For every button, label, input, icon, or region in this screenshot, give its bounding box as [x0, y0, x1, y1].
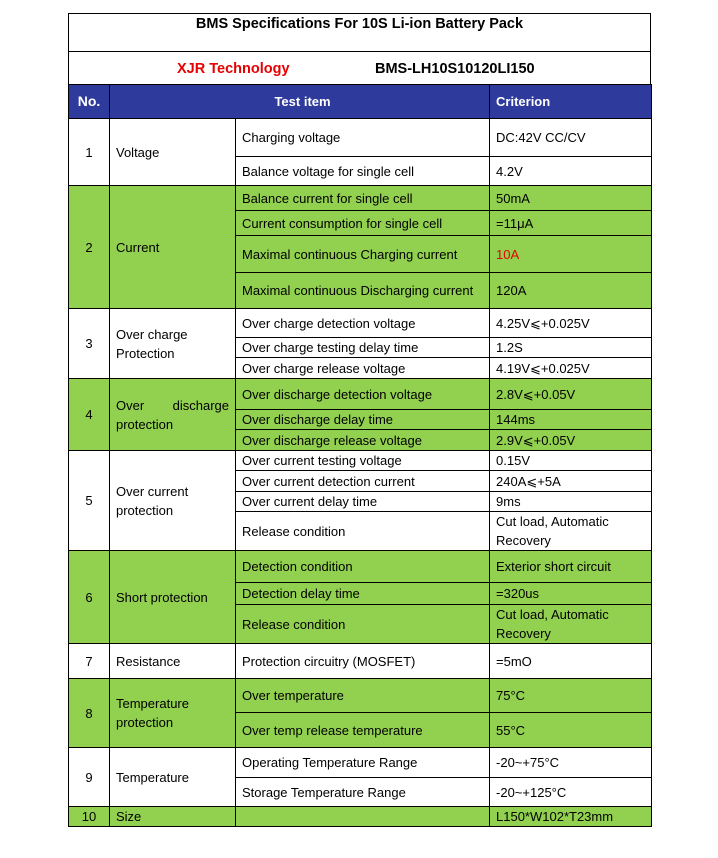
criterion-cell: 120A: [490, 273, 652, 309]
criterion-cell: 4.2V: [490, 157, 652, 186]
category-cell: Short protection: [110, 551, 236, 644]
criterion-cell: DC:42V CC/CV: [490, 119, 652, 157]
row-number: 3: [69, 309, 110, 379]
criterion-cell: 2.9V⩽+0.05V: [490, 430, 652, 451]
header-test-item: Test item: [110, 85, 490, 119]
test-item-cell: Balance current for single cell: [236, 186, 490, 211]
criterion-cell: Cut load, Automatic Recovery: [490, 512, 652, 551]
category-cell: Over discharge protection: [110, 379, 236, 451]
row-number: 5: [69, 451, 110, 551]
test-item-cell: Over discharge delay time: [236, 410, 490, 430]
table-header-row: [69, 85, 652, 119]
category-cell: Over current protection: [110, 451, 236, 551]
test-item-cell: Over discharge release voltage: [236, 430, 490, 451]
test-item-cell: Maximal continuous Charging current: [236, 236, 490, 273]
category-cell: Temperature: [110, 748, 236, 807]
table-row: [69, 644, 652, 679]
criterion-cell: 2.8V⩽+0.05V: [490, 379, 652, 410]
table-row: [69, 679, 652, 713]
header-no: No.: [69, 85, 110, 119]
table-row: [69, 309, 652, 338]
test-item-cell: Over current delay time: [236, 492, 490, 512]
row-number: 2: [69, 186, 110, 309]
criterion-cell: 10A: [490, 236, 652, 273]
criterion-cell: 0.15V: [490, 451, 652, 471]
test-item-cell: Storage Temperature Range: [236, 778, 490, 807]
criterion-cell: 4.25V⩽+0.025V: [490, 309, 652, 338]
row-number: 10: [69, 807, 110, 827]
test-item-cell: Over charge testing delay time: [236, 338, 490, 358]
spec-table-body: [69, 119, 652, 827]
header-criterion: Criterion: [490, 85, 652, 119]
test-item-cell: Charging voltage: [236, 119, 490, 157]
criterion-cell: -20~+75°C: [490, 748, 652, 778]
criterion-cell: 1.2S: [490, 338, 652, 358]
test-item-cell: Detection delay time: [236, 583, 490, 605]
criterion-cell: -20~+125°C: [490, 778, 652, 807]
table-row: [69, 186, 652, 211]
category-cell: Resistance: [110, 644, 236, 679]
test-item-cell: Protection circuitry (MOSFET): [236, 644, 490, 679]
test-item-cell: Operating Temperature Range: [236, 748, 490, 778]
category-cell: Size: [110, 807, 236, 827]
criterion-cell: 9ms: [490, 492, 652, 512]
test-item-cell: Over current testing voltage: [236, 451, 490, 471]
table-row: [69, 451, 652, 471]
criterion-cell: 50mA: [490, 186, 652, 211]
criterion-cell: 240A⩽+5A: [490, 471, 652, 492]
test-item-cell: Current consumption for single cell: [236, 211, 490, 236]
company-name: XJR Technology: [177, 61, 290, 77]
criterion-cell: L150*W102*T23mm: [490, 807, 652, 827]
category-cell: Temperature protection: [110, 679, 236, 748]
criterion-cell: =320us: [490, 583, 652, 605]
model-number: BMS-LH10S10120LI150: [375, 61, 535, 77]
row-number: 9: [69, 748, 110, 807]
test-item-cell: Over charge detection voltage: [236, 309, 490, 338]
table-row: [69, 748, 652, 778]
test-item-cell: Over discharge detection voltage: [236, 379, 490, 410]
spec-sheet: [68, 13, 651, 827]
category-cell: Voltage: [110, 119, 236, 186]
criterion-cell: =5mO: [490, 644, 652, 679]
table-row: [69, 379, 652, 410]
test-item-cell: [236, 807, 490, 827]
test-item-cell: Detection condition: [236, 551, 490, 583]
row-number: 4: [69, 379, 110, 451]
spec-table: [68, 84, 652, 827]
test-item-cell: Maximal continuous Discharging current: [236, 273, 490, 309]
test-item-cell: Over temperature: [236, 679, 490, 713]
company-header: [68, 51, 651, 84]
row-number: 1: [69, 119, 110, 186]
test-item-cell: Over current detection current: [236, 471, 490, 492]
test-item-cell: Over temp release temperature: [236, 713, 490, 748]
criterion-cell: 4.19V⩽+0.025V: [490, 358, 652, 379]
criterion-cell: Exterior short circuit: [490, 551, 652, 583]
criterion-cell: 144ms: [490, 410, 652, 430]
category-cell: Over charge Protection: [110, 309, 236, 379]
test-item-cell: Balance voltage for single cell: [236, 157, 490, 186]
row-number: 6: [69, 551, 110, 644]
test-item-cell: Over charge release voltage: [236, 358, 490, 379]
table-row: [69, 551, 652, 583]
category-cell: Current: [110, 186, 236, 309]
criterion-cell: =11μA: [490, 211, 652, 236]
table-row: [69, 119, 652, 157]
test-item-cell: Release condition: [236, 605, 490, 644]
table-row: [69, 807, 652, 827]
row-number: 8: [69, 679, 110, 748]
document-title: BMS Specifications For 10S Li-ion Battery Pack: [68, 13, 651, 51]
criterion-cell: 75°C: [490, 679, 652, 713]
criterion-cell: 55°C: [490, 713, 652, 748]
criterion-cell: Cut load, Automatic Recovery: [490, 605, 652, 644]
test-item-cell: Release condition: [236, 512, 490, 551]
row-number: 7: [69, 644, 110, 679]
